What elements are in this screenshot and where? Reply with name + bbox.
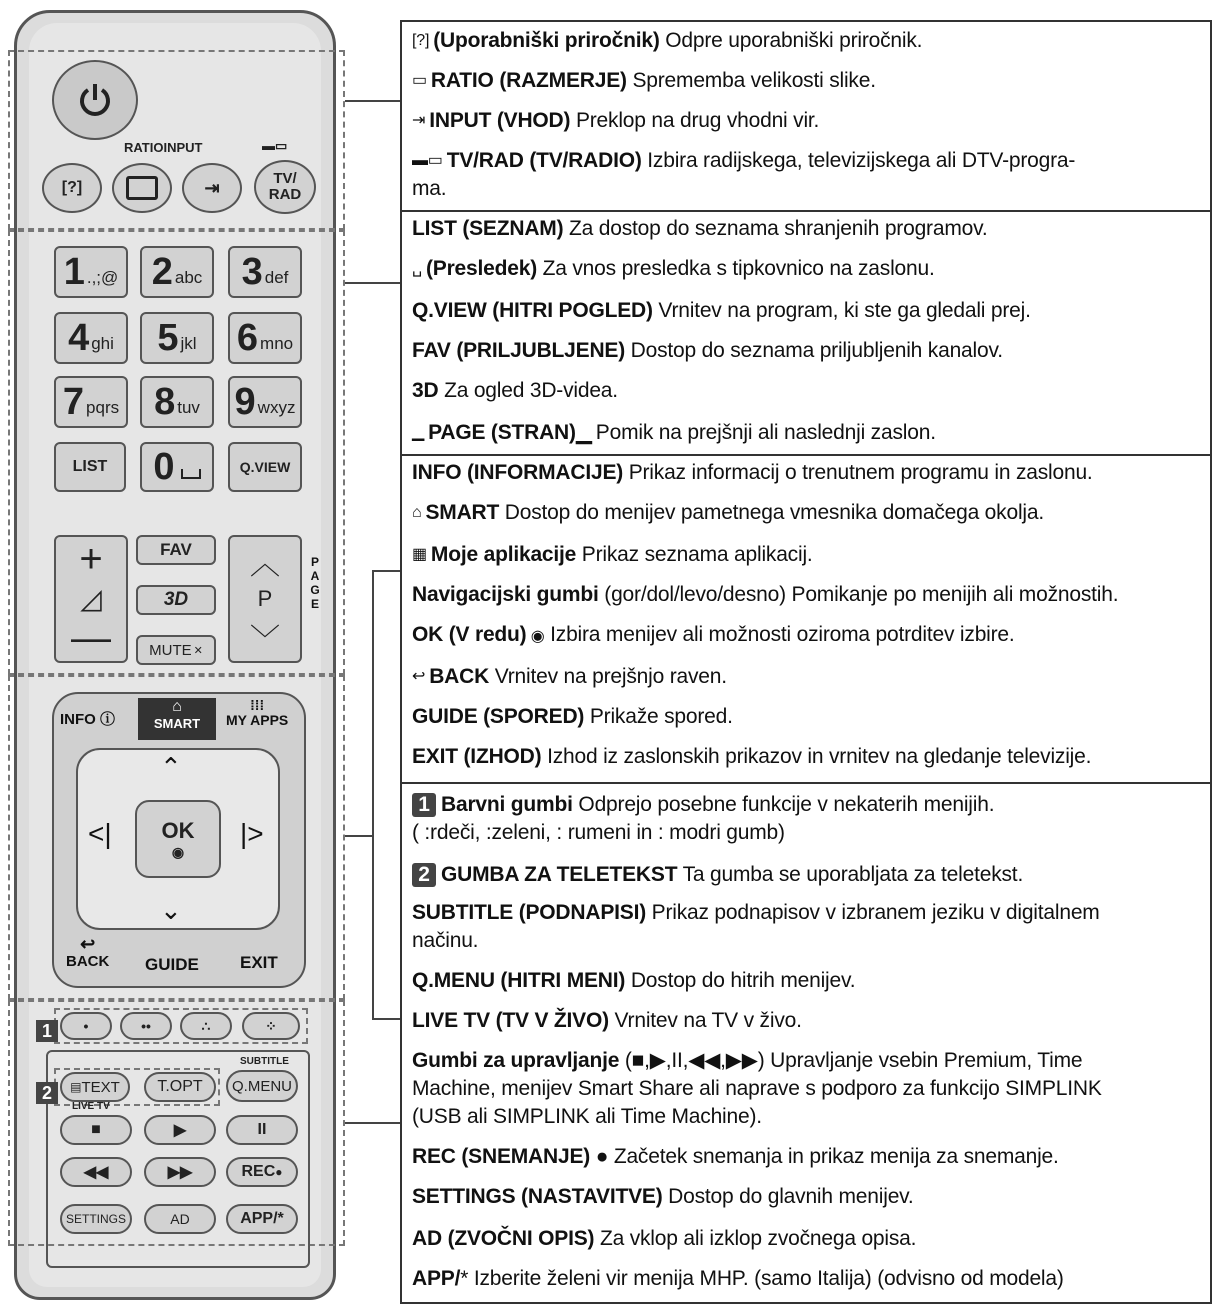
panel1-text-4: Izbira radijskega, televizijskega ali DTV-progra- (641, 149, 1076, 172)
nav-right-icon[interactable]: |> (240, 818, 264, 849)
qmenu-label: Q.MENU (232, 1077, 292, 1095)
info-button[interactable] (60, 708, 115, 729)
number-7-button[interactable] (54, 376, 128, 428)
p4-l7-bold: REC (SNEMANJE) (412, 1145, 591, 1168)
number-digit: 2 (151, 250, 173, 293)
exit-label: EXIT (240, 953, 278, 972)
p4-l9-text: Za vklop ali izklop zvočnega opisa. (594, 1227, 917, 1250)
badge-2 (36, 1082, 58, 1104)
panel1-line-4 (412, 148, 1204, 174)
input-icon: ⇥ (412, 112, 426, 130)
number-digit: 5 (157, 316, 179, 359)
text-icon: ▤ (70, 1080, 82, 1094)
badge-1 (36, 1020, 58, 1042)
myapps-label: MY APPS (226, 712, 289, 728)
teletext-badge-2: 2 (412, 863, 436, 887)
ok-dot-icon: ◉ (526, 628, 545, 645)
ratio-button[interactable] (112, 163, 172, 213)
back-button[interactable] (66, 935, 109, 970)
panel2-line-5 (412, 378, 1204, 404)
chevron-up-icon: ︿ (250, 547, 280, 581)
zero-space-button[interactable] (140, 442, 214, 492)
3d-label: 3D (163, 589, 189, 610)
nav-up-icon[interactable]: ⌃ (160, 752, 182, 782)
number-digit: 1 (63, 250, 85, 293)
number-letters: tuv (177, 398, 200, 417)
number-letters: pqrs (86, 398, 120, 417)
panel2-text-4: Dostop do seznama priljubljenih kanalov. (625, 339, 1003, 362)
settings-label: SETTINGS (65, 1212, 126, 1226)
number-2-button[interactable] (140, 246, 214, 298)
panel2-text-6: Pomik na prejšnji ali naslednji zaslon. (595, 421, 936, 444)
page-icon: ▁ (575, 421, 592, 445)
page-icon: ▁ (412, 424, 425, 442)
p4-line-7 (412, 1144, 1204, 1170)
space-icon (181, 469, 201, 479)
number-letters: .,;@ (86, 268, 119, 287)
panel2-bold-2: (Presledek) (425, 257, 537, 280)
p4-l1-text: Odprejo posebne funkcije v nekaterih menijih. (572, 793, 995, 816)
page-vertical-label (308, 555, 322, 611)
panel-top-buttons (400, 20, 1212, 212)
nav-down-icon[interactable]: ⌄ (160, 895, 182, 925)
panel2-text-5: Za ogled 3D-videa. (438, 379, 618, 402)
settings-button[interactable] (60, 1204, 132, 1234)
volume-down-icon: — (71, 615, 111, 660)
connector-3-vert (372, 570, 374, 1020)
p4-line-6b (412, 1076, 1204, 1102)
number-digit: 4 (68, 316, 90, 359)
topt-button[interactable] (144, 1072, 216, 1102)
panel3-bold-1: INFO (INFORMACIJE) (412, 461, 624, 484)
ok-dot-icon: ◉ (171, 843, 185, 860)
volume-up-icon: + (79, 537, 103, 582)
page-vertical-text: PAGE (310, 555, 320, 611)
p4-line-8 (412, 1184, 1204, 1210)
back-label: BACK (66, 953, 110, 970)
number-letters: mno (260, 334, 294, 353)
panel1-line-1 (412, 28, 1204, 54)
smart-label: SMART (153, 716, 201, 731)
panel3-text-2: Dostop do menijev pametnega vmesnika domačega okolja. (499, 501, 1044, 524)
tvrad-label-bottom: RAD (268, 186, 302, 203)
panel3-bold-4: Navigacijski gumbi (412, 583, 599, 606)
pause-button[interactable]: II (226, 1115, 298, 1145)
mute-button[interactable] (136, 635, 216, 665)
p4-line-6 (412, 1048, 1204, 1074)
p4-l6-bold: Gumbi za upravljanje (412, 1049, 620, 1072)
panel3-text-1: Prikaz informacij o trenutnem programu in zaslonu. (623, 461, 1093, 484)
p4-l6-text2: Machine, menijev Smart Share ali naprave s podporo za funkcijo SIMPLINK (412, 1077, 1102, 1100)
panel3-text-4: (gor/dol/levo/desno) Pomikanje po menijih ali možnostih. (598, 583, 1119, 606)
play-button[interactable]: ▶ (144, 1115, 216, 1145)
volume-icon: ◿ (80, 583, 102, 615)
panel3-line-4 (412, 582, 1204, 608)
p4-l5-bold: LIVE TV (TV V ŽIVO) (412, 1009, 609, 1032)
panel3-text-8: Izhod iz zaslonskih prikazov in vrnitev na gledanje televizije. (541, 745, 1092, 768)
p4-l5-text: Vrnitev na TV v živo. (608, 1009, 802, 1032)
panel1-line-3 (412, 108, 1204, 134)
input-button[interactable] (182, 163, 242, 213)
ratio-icon: ▭ (412, 72, 427, 90)
p4-l3-text: Prikaz podnapisov v izbranem jeziku v digitalnem (646, 901, 1100, 924)
volume-rocker[interactable] (54, 535, 128, 663)
panel3-line-6 (412, 664, 1204, 690)
rec-button[interactable] (226, 1157, 298, 1187)
panel3-bold-7: GUIDE (SPORED) (412, 705, 585, 728)
p4-l4-text: Dostop do hitrih menijev. (625, 969, 856, 992)
p4-line-3 (412, 900, 1204, 926)
chevron-down-icon: ﹀ (250, 624, 280, 658)
text-button[interactable] (60, 1072, 130, 1102)
mute-label: MUTE (149, 641, 192, 659)
ad-label: AD (170, 1211, 190, 1227)
panel3-line-7 (412, 704, 1204, 730)
panel3-text-3: Prikaz seznama aplikacij. (576, 543, 813, 566)
number-letters: ghi (91, 334, 114, 353)
p4-line-10 (412, 1266, 1204, 1292)
info-label: INFO (60, 711, 96, 728)
app-button[interactable] (226, 1204, 298, 1234)
p4-line-1 (412, 792, 1204, 818)
p4-l7-text: Začetek snemanja in prikaz menija za snemanje. (608, 1145, 1059, 1168)
panel1-line-2 (412, 68, 1204, 94)
tvrad-icon: ▬▭ (412, 152, 443, 170)
rec-label: REC (241, 1163, 276, 1180)
panel1-text-2: Sprememba velikosti slike. (626, 69, 876, 92)
number-4-button[interactable] (54, 312, 128, 364)
topt-label: T.OPT (157, 1078, 203, 1095)
guide-button[interactable] (145, 955, 199, 975)
qmenu-button[interactable] (226, 1070, 298, 1102)
stop-button[interactable]: ■ (60, 1115, 132, 1145)
number-letters: jkl (180, 334, 197, 353)
number-3-button[interactable] (228, 246, 302, 298)
panel2-bold-6: PAGE (STRAN) (428, 421, 576, 444)
panel3-line-5 (412, 622, 1204, 650)
forward-button[interactable]: ▶▶ (144, 1157, 216, 1187)
number-digit: 8 (154, 380, 176, 423)
ratio-icon (126, 176, 158, 200)
number-letters: def (264, 268, 289, 287)
badge-2-label: 2 (41, 1082, 52, 1103)
ok-button[interactable] (135, 800, 221, 878)
panel3-text-6: Vrnitev na prejšnjo raven. (489, 665, 727, 688)
p4-l4-bold: Q.MENU (HITRI MENI) (412, 969, 626, 992)
connector-2 (345, 282, 400, 284)
panel2-text-3: Vrnitev na program, ki ste ga gledali prej. (652, 299, 1031, 322)
fav-label: FAV (160, 540, 192, 559)
panel1-bold-1: (Uporabniški priročnik) (433, 29, 660, 52)
p4-l10-text: Izberite želeni vir menija MHP. (samo Italija) (odvisno od modela) (468, 1267, 1064, 1290)
p4-line-5 (412, 1008, 1204, 1034)
number-digit: 9 (234, 380, 256, 423)
ad-button[interactable] (144, 1204, 216, 1234)
color-badge-1: 1 (412, 793, 436, 817)
p4-l6-text: (■,▶,II,◀◀,▶▶) Upravljanje vsebin Premium, Time (619, 1049, 1083, 1072)
rewind-button[interactable]: ◀◀ (60, 1157, 132, 1187)
badge-1-label: 1 (41, 1020, 52, 1041)
panel2-bold-5: 3D (412, 379, 439, 402)
p4-l8-text: Dostop do glavnih menijev. (662, 1185, 914, 1208)
power-button[interactable] (52, 60, 138, 140)
number-6-button[interactable] (228, 312, 302, 364)
p4-l10-bold: APP/ (412, 1267, 461, 1290)
panel2-line-4 (412, 338, 1204, 364)
apps-grid-icon: ▦ (412, 546, 427, 564)
panel3-line-2 (412, 500, 1204, 526)
p4-l2-text: Ta gumba se uporabljata za teletekst. (677, 863, 1024, 886)
help-button[interactable]: [?] (42, 163, 102, 213)
p4-line-2 (412, 862, 1204, 888)
panel3-text-7: Prikaže spored. (584, 705, 733, 728)
panel2-text-2: Za vnos presledka s tipkovnico na zaslonu. (537, 257, 935, 280)
asterisk-icon: * (460, 1267, 469, 1290)
connector-3-bottom (372, 1018, 400, 1020)
panel1-line-4-cont: ma. (412, 177, 447, 200)
panel3-bold-8: EXIT (IZHOD) (412, 745, 542, 768)
panel3-text-5: Izbira menijev ali možnosti oziroma potrditev izbire. (544, 623, 1015, 646)
rec-dot-icon: ● (590, 1145, 609, 1168)
number-8-button[interactable] (140, 376, 214, 428)
panel3-line-1 (412, 460, 1204, 486)
connector-1 (345, 100, 400, 102)
blue-button[interactable]: ⁘ (242, 1012, 300, 1040)
3d-button[interactable] (136, 585, 216, 615)
p4-l2-bold: GUMBA ZA TELETEKST (441, 863, 678, 886)
info-icon: ⓘ (95, 711, 116, 728)
number-9-button[interactable] (228, 376, 302, 428)
home-icon: ⌂ (412, 504, 422, 522)
p4-l1-bold: Barvni gumbi (441, 793, 573, 816)
zero-label: 0 (153, 445, 175, 488)
yellow-button[interactable]: ∴ (180, 1012, 232, 1040)
p4-l3-bold: SUBTITLE (PODNAPISI) (412, 901, 647, 924)
number-digit: 6 (236, 316, 259, 359)
p4-line-1-sub (412, 820, 1204, 846)
exit-button[interactable] (240, 953, 278, 973)
help-icon: [?] (412, 32, 430, 50)
qview-label: Q.VIEW (239, 459, 291, 475)
connector-4 (345, 1122, 400, 1124)
number-digit: 3 (241, 250, 263, 293)
panel2-line-2 (412, 256, 1204, 282)
tvrad-label-top: TV/ (273, 170, 297, 187)
number-5-button[interactable] (140, 312, 214, 364)
p4-line-4 (412, 968, 1204, 994)
panel3-bold-6: BACK (429, 665, 490, 688)
number-letters: abc (174, 268, 203, 287)
qview-button[interactable] (228, 442, 302, 492)
tvrad-top-icon: ▬▭ (262, 138, 288, 153)
p4-l8-bold: SETTINGS (NASTAVITVE) (412, 1185, 663, 1208)
panel-bottom-buttons (400, 782, 1212, 1304)
panel2-bold-4: FAV (PRILJUBLJENE) (412, 339, 626, 362)
number-1-button[interactable] (54, 246, 128, 298)
p4-line-9 (412, 1226, 1204, 1252)
ratioinput-label: RATIOINPUT (124, 140, 203, 155)
p4-line-6c (412, 1104, 1204, 1130)
panel3-line-8 (412, 744, 1204, 770)
ok-label: OK (161, 817, 195, 843)
panel2-bold-3: Q.VIEW (HITRI POGLED) (412, 299, 653, 322)
text-label: TEXT (81, 1078, 120, 1096)
nav-left-icon[interactable]: <| (88, 818, 112, 849)
panel-navigation (400, 454, 1212, 784)
panel2-line-1 (412, 216, 1204, 242)
list-button[interactable] (54, 442, 126, 492)
connector-3-top (372, 570, 400, 572)
connector-3 (345, 835, 372, 837)
space-icon: ␣ (412, 260, 422, 278)
panel1-text-3: Preklop na drug vhodni vir. (570, 109, 820, 132)
panel1-bold-4: TV/RAD (TV/RADIO) (446, 149, 642, 172)
panel1-text-1: Odpre uporabniški priročnik. (659, 29, 923, 52)
panel3-line-3 (412, 542, 1204, 568)
p4-l6-text3: (USB ali SIMPLINK ali Time Machine). (412, 1105, 762, 1128)
apps-grid-icon: ⁞⁞⁞ (250, 697, 265, 713)
list-label: LIST (72, 458, 108, 475)
panel1-bold-2: RATIO (RAZMERJE) (430, 69, 627, 92)
p4-l1-sub: ( :rdeči, :zeleni, : rumeni in : modri gumb) (412, 821, 785, 844)
p4-l9-bold: AD (ZVOČNI OPIS) (412, 1227, 595, 1250)
green-button[interactable]: •• (120, 1012, 172, 1040)
panel2-text-1: Za dostop do seznama shranjenih programov. (563, 217, 988, 240)
myapps-button[interactable] (226, 698, 288, 728)
panel2-line-6 (412, 420, 1204, 446)
p4-l3-text2: načinu. (412, 929, 479, 952)
guide-label: GUIDE (145, 955, 199, 974)
tvrad-button[interactable] (254, 160, 316, 214)
red-button[interactable]: • (60, 1012, 112, 1040)
back-arrow-icon: ↩ (80, 934, 96, 954)
page-p-label: P (257, 585, 273, 611)
rec-dot-icon: ● (275, 1165, 283, 1179)
mute-icon: ✕ (193, 644, 203, 657)
panel3-bold-2: SMART (425, 501, 500, 524)
panel2-bold-1: LIST (SEZNAM) (412, 217, 564, 240)
back-arrow-icon: ↩ (412, 668, 426, 686)
home-icon: ⌂ (172, 698, 182, 715)
panel1-bold-3: INPUT (VHOD) (429, 109, 571, 132)
page-rocker[interactable] (228, 535, 302, 663)
subtitle-label: SUBTITLE (240, 1056, 289, 1067)
fav-button[interactable] (136, 535, 216, 565)
smart-button[interactable] (138, 698, 216, 740)
number-digit: 7 (62, 380, 85, 423)
livetv-label: LIVE TV (72, 1101, 110, 1112)
panel3-bold-3: Moje aplikacije (430, 543, 577, 566)
input-icon: ⇥ (204, 177, 220, 198)
p4-line-3b (412, 928, 1204, 954)
number-letters: wxyz (257, 398, 296, 417)
panel2-line-3 (412, 298, 1204, 324)
power-icon (75, 80, 115, 120)
panel-number-buttons (400, 210, 1212, 456)
app-label: APP/* (240, 1210, 284, 1227)
panel3-bold-5: OK (V redu) (412, 623, 527, 646)
